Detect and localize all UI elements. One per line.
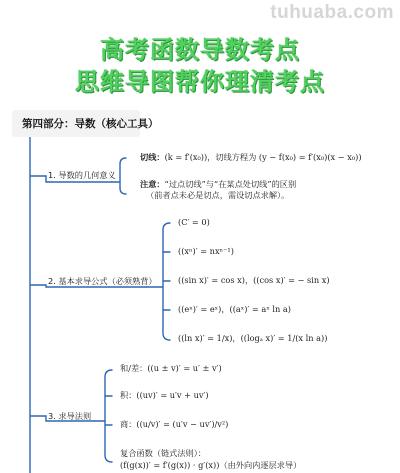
leaf-note-prefix: 注意： (140, 179, 165, 189)
page-subtitle: 思维导图帮你理清考点 (75, 68, 325, 96)
rule-product: 积：((uv)′ = u′v + uv′) (120, 390, 209, 400)
formula-logarithm: ((ln x)′ = 1/x)，((logₐ x)′ = 1/(x ln a)) (178, 333, 328, 343)
leaf-tangent (140, 152, 362, 163)
leaf-tangent-prefix: 切线： (140, 152, 165, 162)
formula-power: ((xⁿ)′ = nxⁿ⁻¹) (178, 246, 234, 256)
leaf-note-continued: （前者点未必是切点，需设切点求解）。 (146, 190, 290, 200)
branch-derivative-rules: 3. 求导法则 (48, 411, 92, 421)
branch-1-bracket (120, 158, 126, 194)
leaf-note (140, 179, 296, 190)
branch-3-bracket (105, 370, 112, 462)
rule-chain: 复合函数（链式法则）： (120, 448, 206, 458)
rule-sum-difference: 和/差：((u ± v)′ = u′ ± v′) (120, 363, 222, 373)
watermark: tuhuaba.com (270, 2, 394, 23)
formula-trig: ((sin x)′ = cos x)，((cos x)′ = − sin x) (178, 275, 330, 285)
rule-quotient: 商：((u/v)′ = (u′v − uv′)/v²) (120, 419, 229, 429)
formula-exponential: ((eˣ)′ = eˣ)，((aˣ)′ = aˣ ln a) (178, 304, 291, 314)
section-title: 第四部分：导数（核心工具） (22, 118, 159, 130)
leaf-note-text: “过点切线”与“在某点处切线”的区别 (164, 179, 297, 189)
formula-constant: (C′ = 0) (178, 217, 210, 227)
rule-chain-formula: (f(g(x))′ = f′(g(x)) · g′(x))（由外向内逐层求导） (120, 460, 302, 470)
branch-geometric-meaning: 1. 导数的几何意义 (48, 170, 116, 180)
leaf-tangent-text: (k = f′(x₀))，切线方程为 (y − f(x₀) = f′(x₀)(x − x₀)) (164, 152, 362, 162)
page-title: 高考函数导数考点 (100, 36, 300, 64)
branch-basic-formulas: 2. 基本求导公式（必须熟背） (48, 276, 157, 286)
